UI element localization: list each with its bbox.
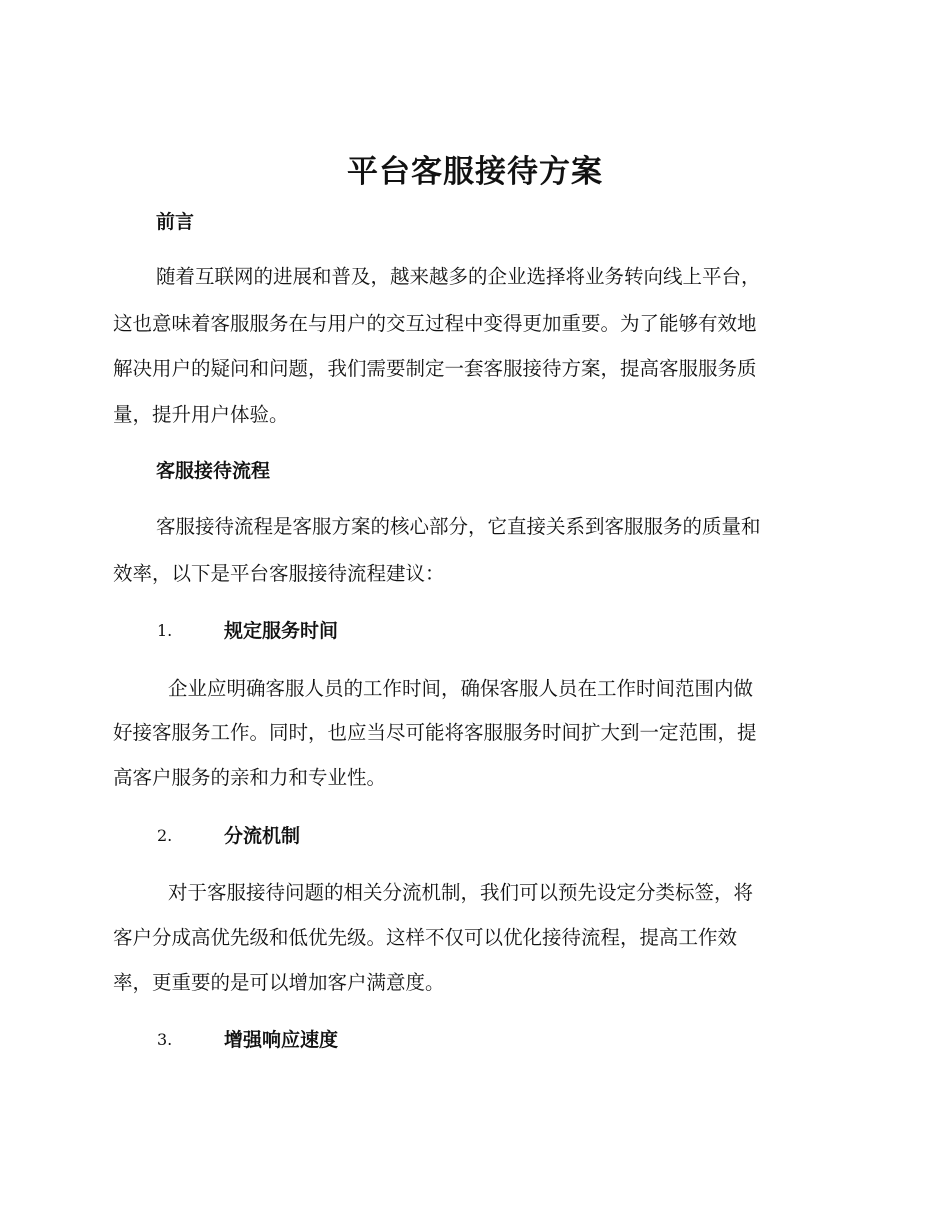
paragraph-line: 这也意味着客服服务在与用户的交互过程中变得更加重要。为了能够有效地 — [113, 312, 757, 335]
paragraph-line: 好接客服务工作。同时，也应当尽可能将客服服务时间扩大到一定范围，提 — [113, 721, 757, 744]
list-item-number: 1. — [157, 621, 173, 640]
document-title: 平台客服接待方案 — [347, 154, 603, 190]
list-item-title: 规定服务时间 — [224, 620, 339, 642]
paragraph-line: 企业应明确客服人员的工作时间，确保客服人员在工作时间范围内做 — [168, 677, 754, 700]
list-item-title: 增强响应速度 — [224, 1029, 339, 1051]
paragraph-line: 量，提升用户体验。 — [113, 403, 289, 426]
paragraph-line: 高客户服务的亲和力和专业性。 — [113, 766, 387, 789]
paragraph-line: 效率，以下是平台客服接待流程建议： — [113, 562, 445, 585]
paragraph-line: 客户分成高优先级和低优先级。这样不仅可以优化接待流程，提高工作效 — [113, 926, 738, 949]
paragraph-line: 随着互联网的进展和普及，越来越多的企业选择将业务转向线上平台， — [156, 265, 761, 288]
section-heading-process: 客服接待流程 — [156, 460, 271, 482]
paragraph-line: 客服接待流程是客服方案的核心部分，它直接关系到客服服务的质量和 — [156, 515, 761, 538]
paragraph-line: 解决用户的疑问和问题，我们需要制定一套客服接待方案，提高客服服务质 — [113, 357, 757, 380]
list-item-title: 分流机制 — [224, 825, 301, 847]
list-item-number: 2. — [157, 826, 173, 845]
list-item-number: 3. — [157, 1030, 173, 1049]
paragraph-line: 率，更重要的是可以增加客户满意度。 — [113, 971, 445, 994]
paragraph-line: 对于客服接待问题的相关分流机制，我们可以预先设定分类标签，将 — [168, 881, 754, 904]
section-heading-preface: 前言 — [156, 211, 195, 233]
